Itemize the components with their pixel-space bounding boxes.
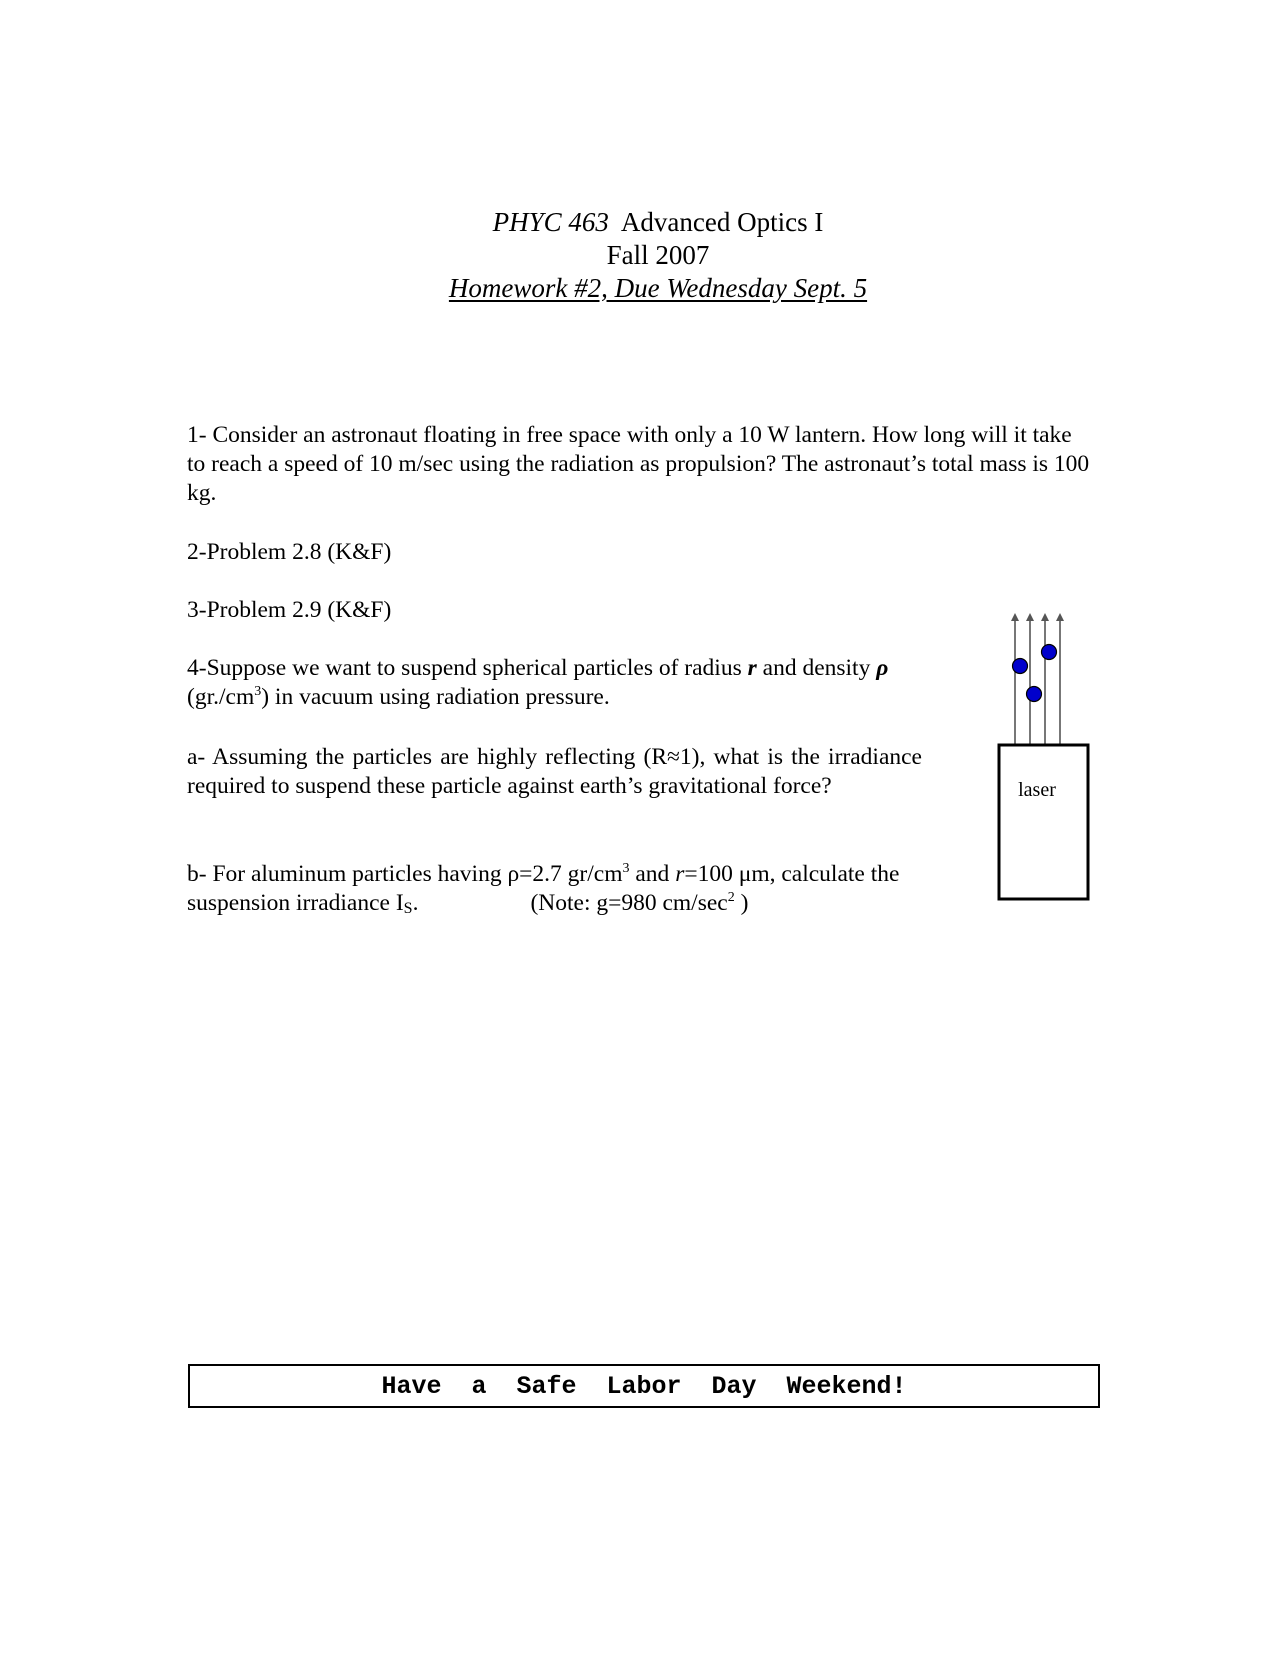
problem-4a: a- Assuming the particles are highly reflecting (R≈1), what is the irradiance required to suspend these particle against earth’s gravitational force? [187, 744, 922, 799]
gravity-note-superscript: 2 [727, 890, 735, 905]
problem-4 [187, 654, 922, 712]
problem-4b-text-1: b- For aluminum particles having ρ=2.7 gr/cm [187, 861, 623, 887]
course-code: PHYC 463 [492, 207, 609, 237]
gravity-note-text-1: (Note: g=980 cm/sec [530, 890, 728, 916]
course-line [0, 206, 1280, 239]
footer-message-box [188, 1364, 1100, 1408]
problem-4-superscript: 3 [254, 684, 262, 699]
problem-4b [187, 860, 922, 918]
irradiance-subscript: S [403, 900, 413, 917]
radius-symbol-italic: r [675, 861, 685, 887]
particle-3 [1027, 687, 1042, 702]
problem-4b-text-3: =100 μm, calculate the suspension irradiance I [187, 861, 900, 916]
laser-box [999, 745, 1088, 899]
problem-2: 2-Problem 2.8 (K&F) [187, 539, 392, 565]
problem-4-text-3: (gr./cm [187, 684, 255, 710]
problem-4b-superscript: 3 [622, 861, 630, 876]
gravity-note [530, 890, 748, 916]
density-symbol: ρ [876, 655, 889, 681]
particle-2 [1042, 645, 1057, 660]
problem-4-text-4: ) in vacuum using radiation pressure. [261, 684, 610, 710]
problem-4-text-2: and density [756, 655, 877, 681]
semester: Fall 2007 [606, 240, 710, 270]
problem-3: 3-Problem 2.9 (K&F) [187, 597, 392, 623]
radius-symbol: r [747, 655, 757, 681]
laser-label: laser [1018, 779, 1056, 801]
problem-4-text-1: 4-Suppose we want to suspend spherical particles of radius [187, 655, 748, 681]
problem-1: 1- Consider an astronaut floating in free space with only a 10 W lantern. How long will it take to reach a speed of 10 m/sec using the radiation as propulsion? The astronaut’s total mass is 100 kg. [187, 422, 1090, 506]
homework-title: Homework #2, Due Wednesday Sept. 5 [448, 273, 868, 303]
gravity-note-text-2: ) [734, 890, 749, 916]
problem-4b-text-4: . [412, 890, 419, 916]
problem-4b-text-2: and [629, 861, 676, 887]
laser-levitation-diagram [990, 612, 1110, 912]
course-title: Advanced Optics I [620, 207, 824, 237]
document-header [0, 206, 1280, 305]
footer-message: Have a Safe Labor Day Weekend! [381, 1371, 907, 1401]
particle-1 [1013, 659, 1028, 674]
